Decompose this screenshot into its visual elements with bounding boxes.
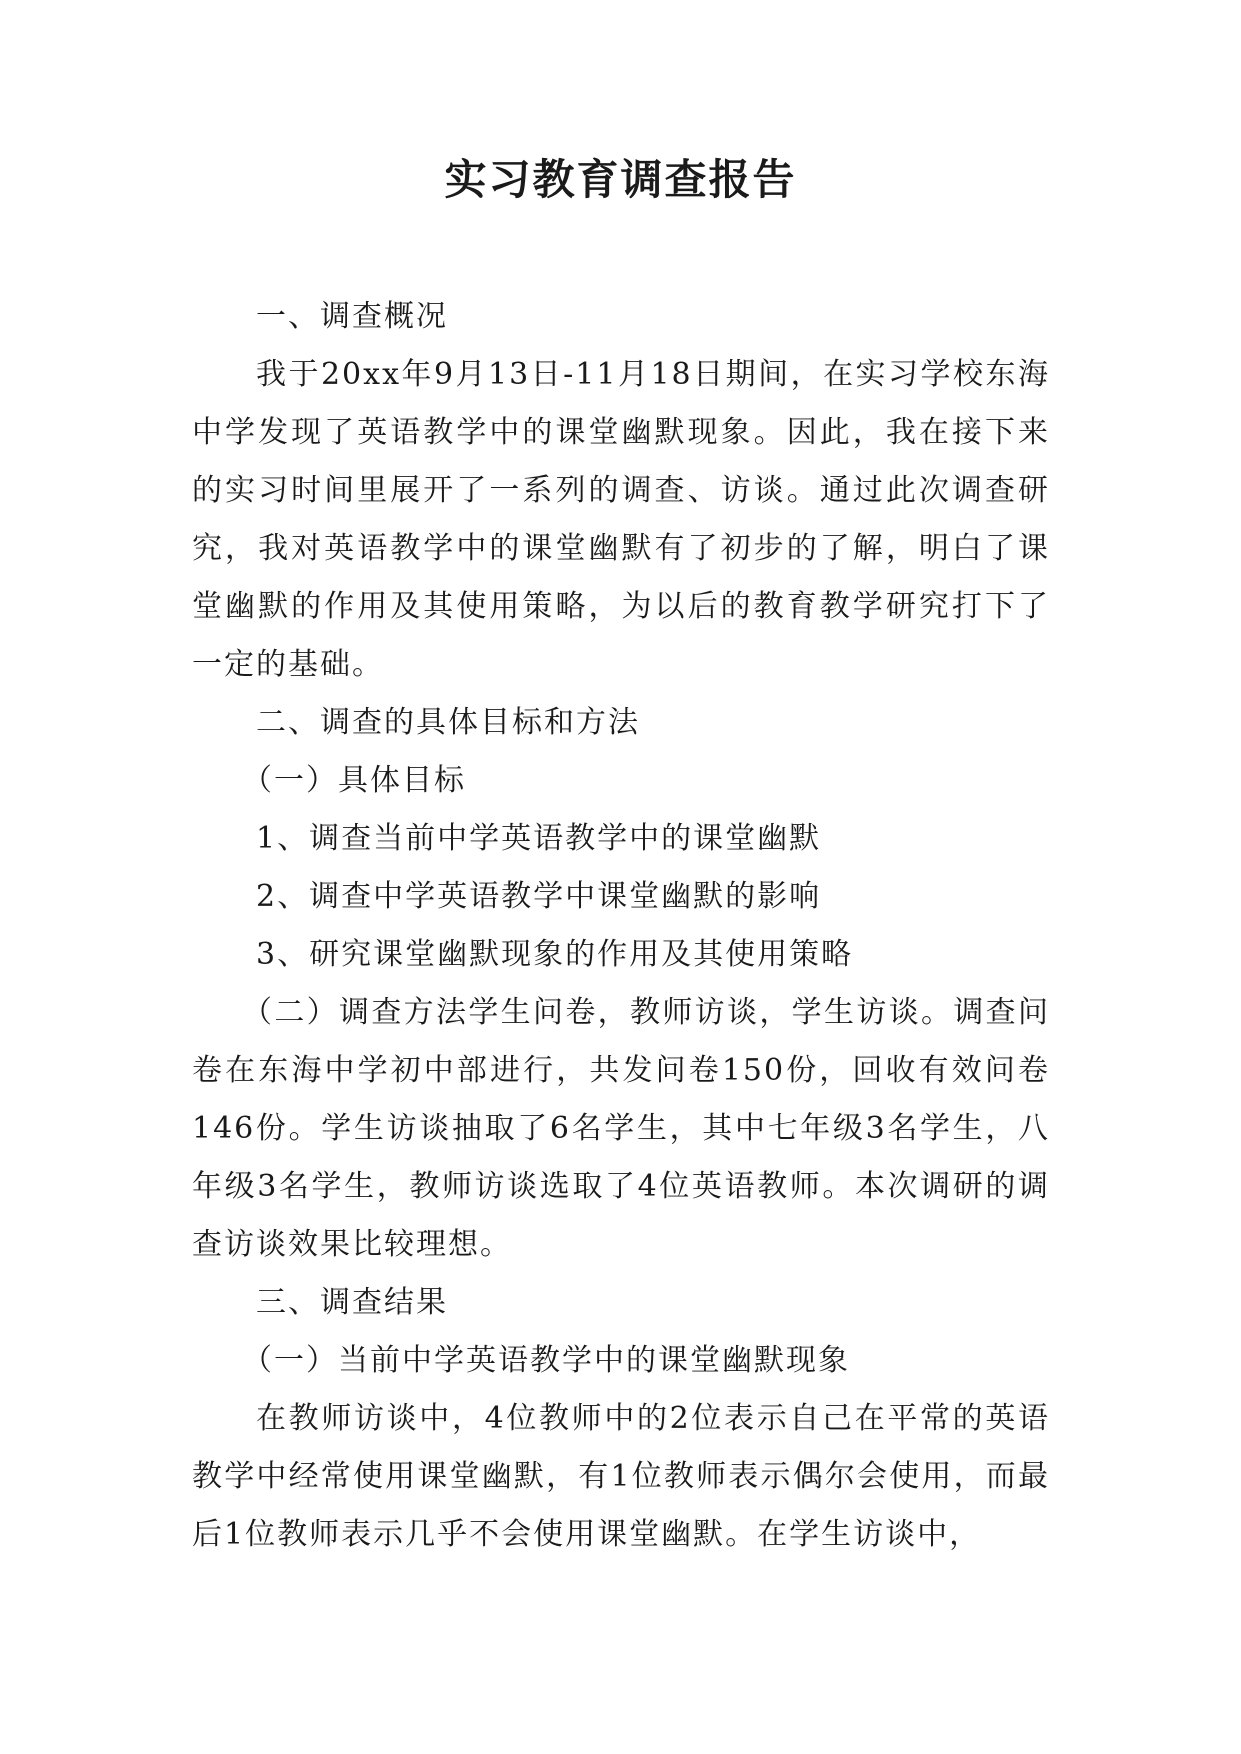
paragraph-methods: （二）调查方法学生问卷，教师访谈，学生访谈。调查问卷在东海中学初中部进行，共发问卷150份，回收有效问卷146份。学生访谈抽取了6名学生，其中七年级3名学生，八年级3名学生，教师访谈选取了4位英语教师。本次调研的调查访谈效果比较理想。	[192, 995, 1050, 1262]
document-body	[192, 288, 1050, 1564]
section-heading-results: 三、调查结果	[256, 1285, 448, 1320]
goal-item-2: 2、调查中学英语教学中课堂幽默的影响	[256, 879, 822, 914]
goal-item-3: 3、研究课堂幽默现象的作用及其使用策略	[256, 937, 854, 972]
paragraph-interview-results: 在教师访谈中，4位教师中的2位表示自己在平常的英语教学中经常使用课堂幽默，有1位教师表示偶尔会使用，而最后1位教师表示几乎不会使用课堂幽默。在学生访谈中，	[192, 1401, 1050, 1552]
paragraph-overview: 我于20xx年9月13日-11月18日期间，在实习学校东海中学发现了英语教学中的课堂幽默现象。因此，我在接下来的实习时间里展开了一系列的调查、访谈。通过此次调查研究，我对英语教学中的课堂幽默有了初步的了解，明白了课堂幽默的作用及其使用策略，为以后的教育教学研究打下了一定的基础。	[192, 357, 1050, 682]
goal-item-1: 1、调查当前中学英语教学中的课堂幽默	[256, 821, 822, 856]
section-heading-overview: 一、调查概况	[256, 299, 448, 334]
section-heading-goals-methods: 二、调查的具体目标和方法	[256, 705, 640, 740]
subheading-humor-phenomenon: （一）当前中学英语教学中的课堂幽默现象	[242, 1343, 850, 1378]
document-title: 实习教育调查报告	[444, 155, 797, 204]
subheading-specific-goals: （一）具体目标	[242, 763, 466, 798]
